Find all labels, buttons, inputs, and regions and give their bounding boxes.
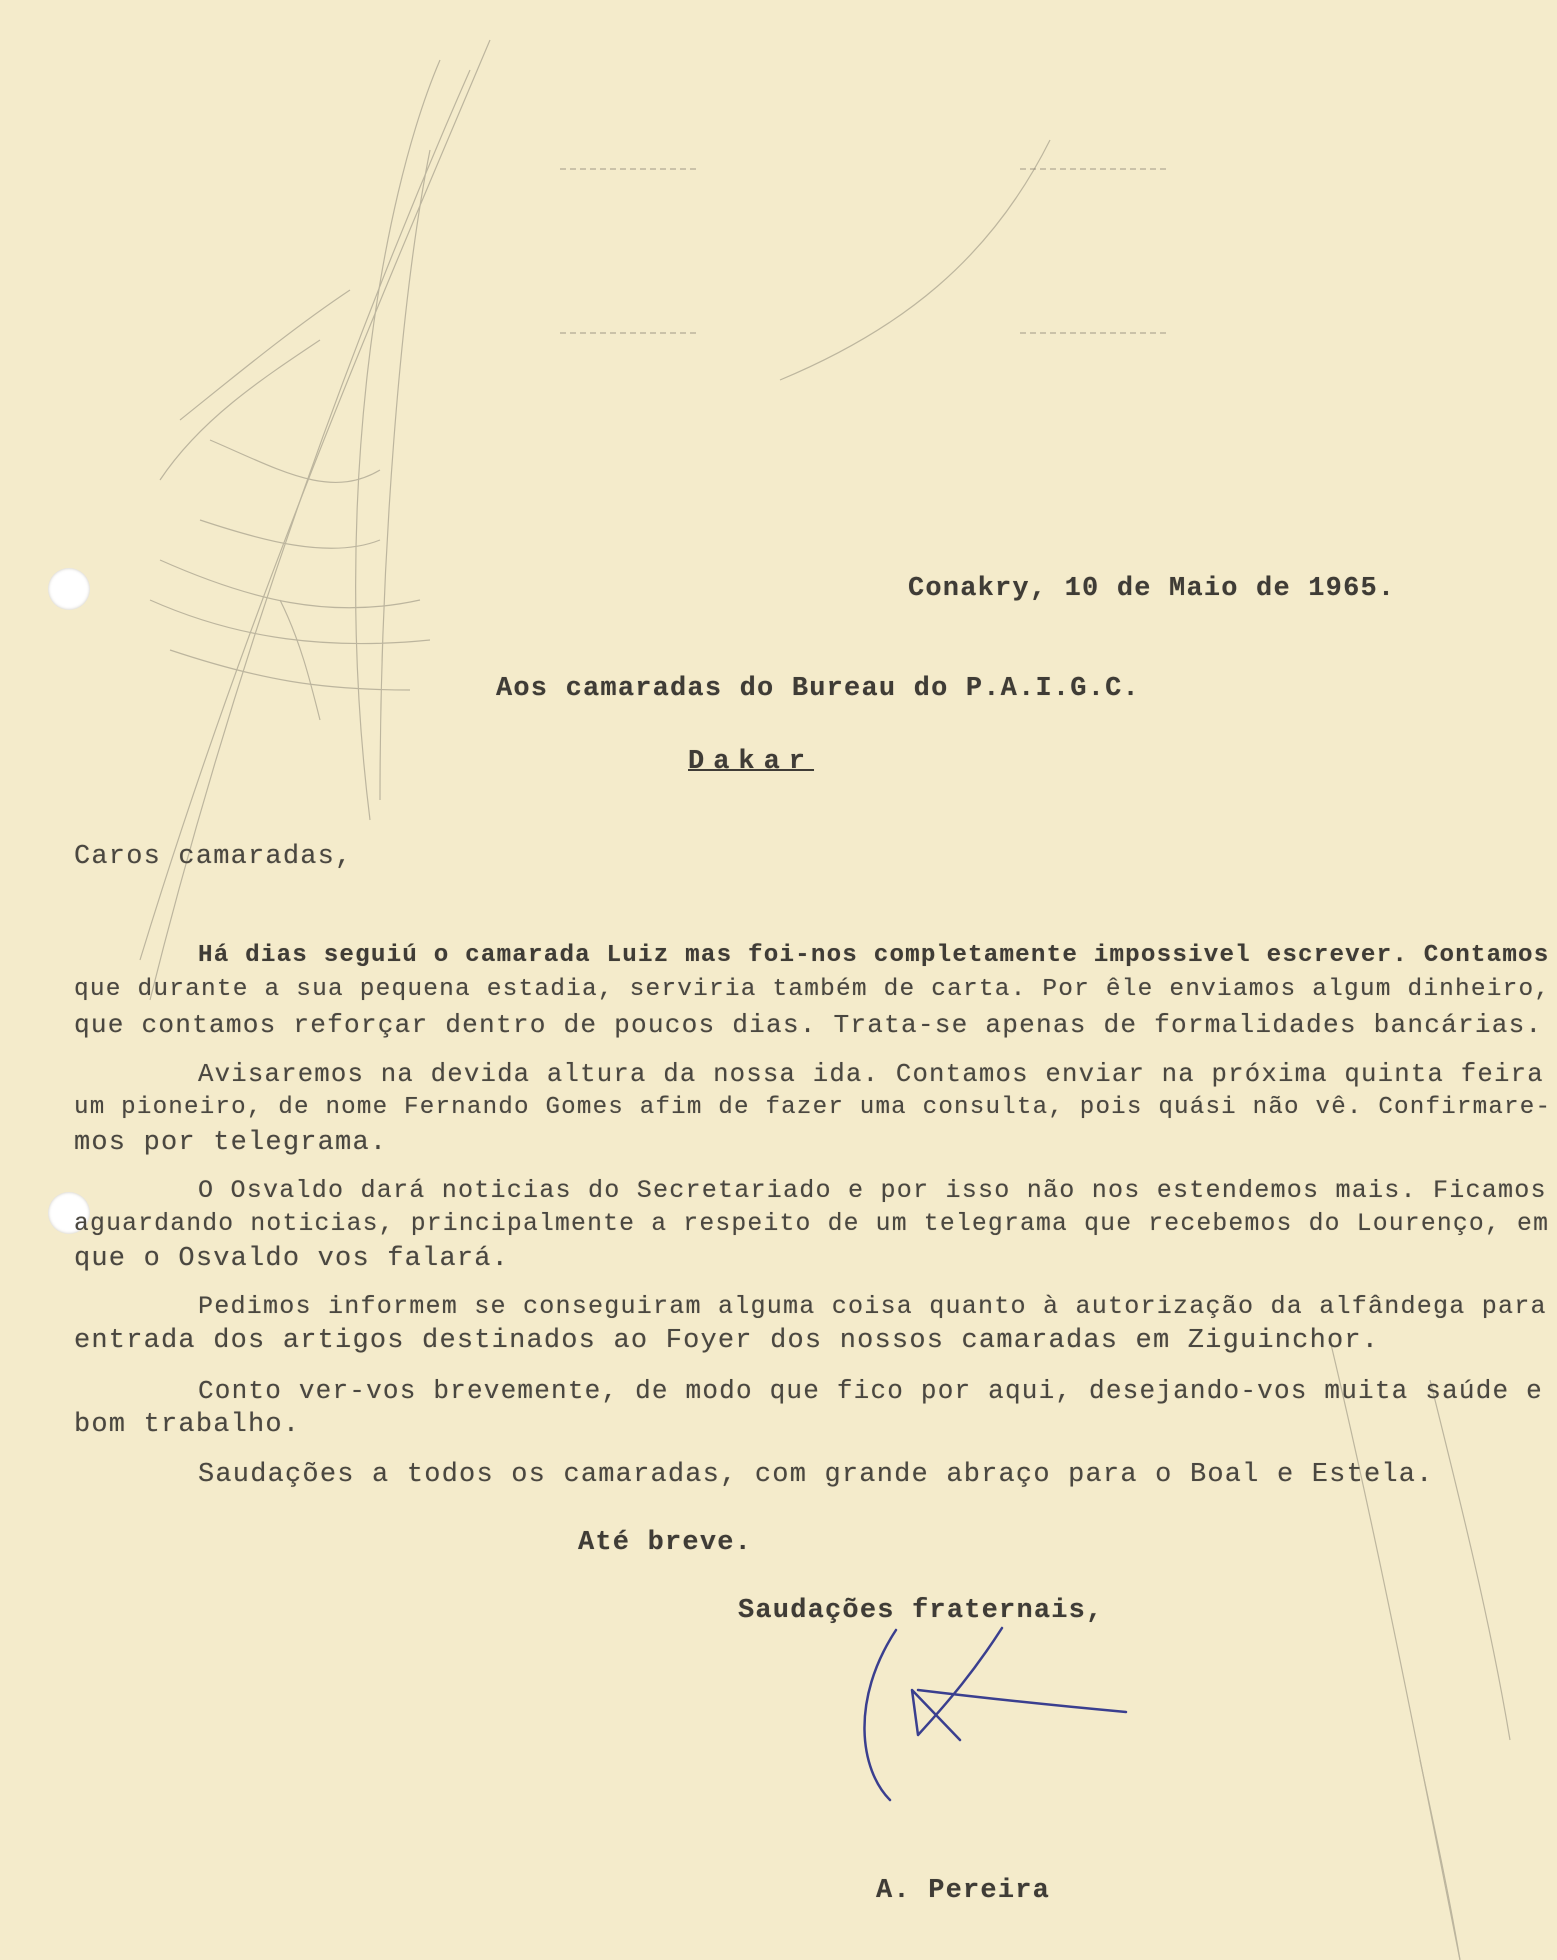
closing-ate-breve: Até breve. — [578, 1528, 753, 1558]
faint-dash-mark — [1020, 168, 1170, 170]
salutation: Caros camaradas, — [74, 842, 353, 872]
date-line: Conakry, 10 de Maio de 1965. — [908, 574, 1396, 604]
faint-dash-mark — [560, 168, 700, 170]
body-line: Saudações a todos os camaradas, com grande abraço para o Boal e Estela. — [198, 1460, 1434, 1490]
punch-hole — [48, 568, 90, 610]
faint-dash-mark — [1020, 332, 1170, 334]
body-line: Pedimos informem se conseguiram alguma coisa quanto à autorização da alfândega para — [198, 1292, 1547, 1321]
body-line: que o Osvaldo vos falará. — [74, 1244, 510, 1274]
body-line: mos por telegrama. — [74, 1128, 388, 1158]
body-line: O Osvaldo dará noticias do Secretariado e por isso não nos estendemos mais. Ficamos — [198, 1176, 1547, 1205]
faint-dash-mark — [560, 332, 700, 334]
body-line: aguardando noticias, principalmente a respeito de um telegrama que recebemos do Lourenço, em — [74, 1210, 1550, 1238]
body-line: Conto ver-vos brevemente, de modo que fico por aqui, desejando-vos muita saúde e — [198, 1376, 1543, 1406]
body-line: entrada dos artigos destinados ao Foyer dos nossos camaradas em Ziguinchor. — [74, 1326, 1380, 1356]
body-line: bom trabalho. — [74, 1410, 301, 1440]
recipient-line: Aos camaradas do Bureau do P.A.I.G.C. — [496, 674, 1140, 704]
body-line: Avisaremos na devida altura da nossa ida. Contamos enviar na próxima quinta feira — [198, 1060, 1544, 1089]
body-line: que contamos reforçar dentro de poucos dias. Trata-se apenas de formalidades bancárias. — [74, 1010, 1543, 1040]
body-line: um pioneiro, de nome Fernando Gomes afim de fazer uma consulta, pois quási não vê. Confirmare- — [74, 1094, 1552, 1121]
closing-saudacoes: Saudações fraternais, — [738, 1596, 1104, 1626]
signature-name: A. Pereira — [876, 1876, 1051, 1906]
body-line: Há dias seguiú o camarada Luiz mas foi-nos completamente impossivel escrever. Contamos — [198, 942, 1550, 969]
recipient-city: Dakar — [688, 747, 815, 777]
body-line: que durante a sua pequena estadia, serviria também de carta. Por êle enviamos algum dinheiro, — [74, 976, 1551, 1003]
